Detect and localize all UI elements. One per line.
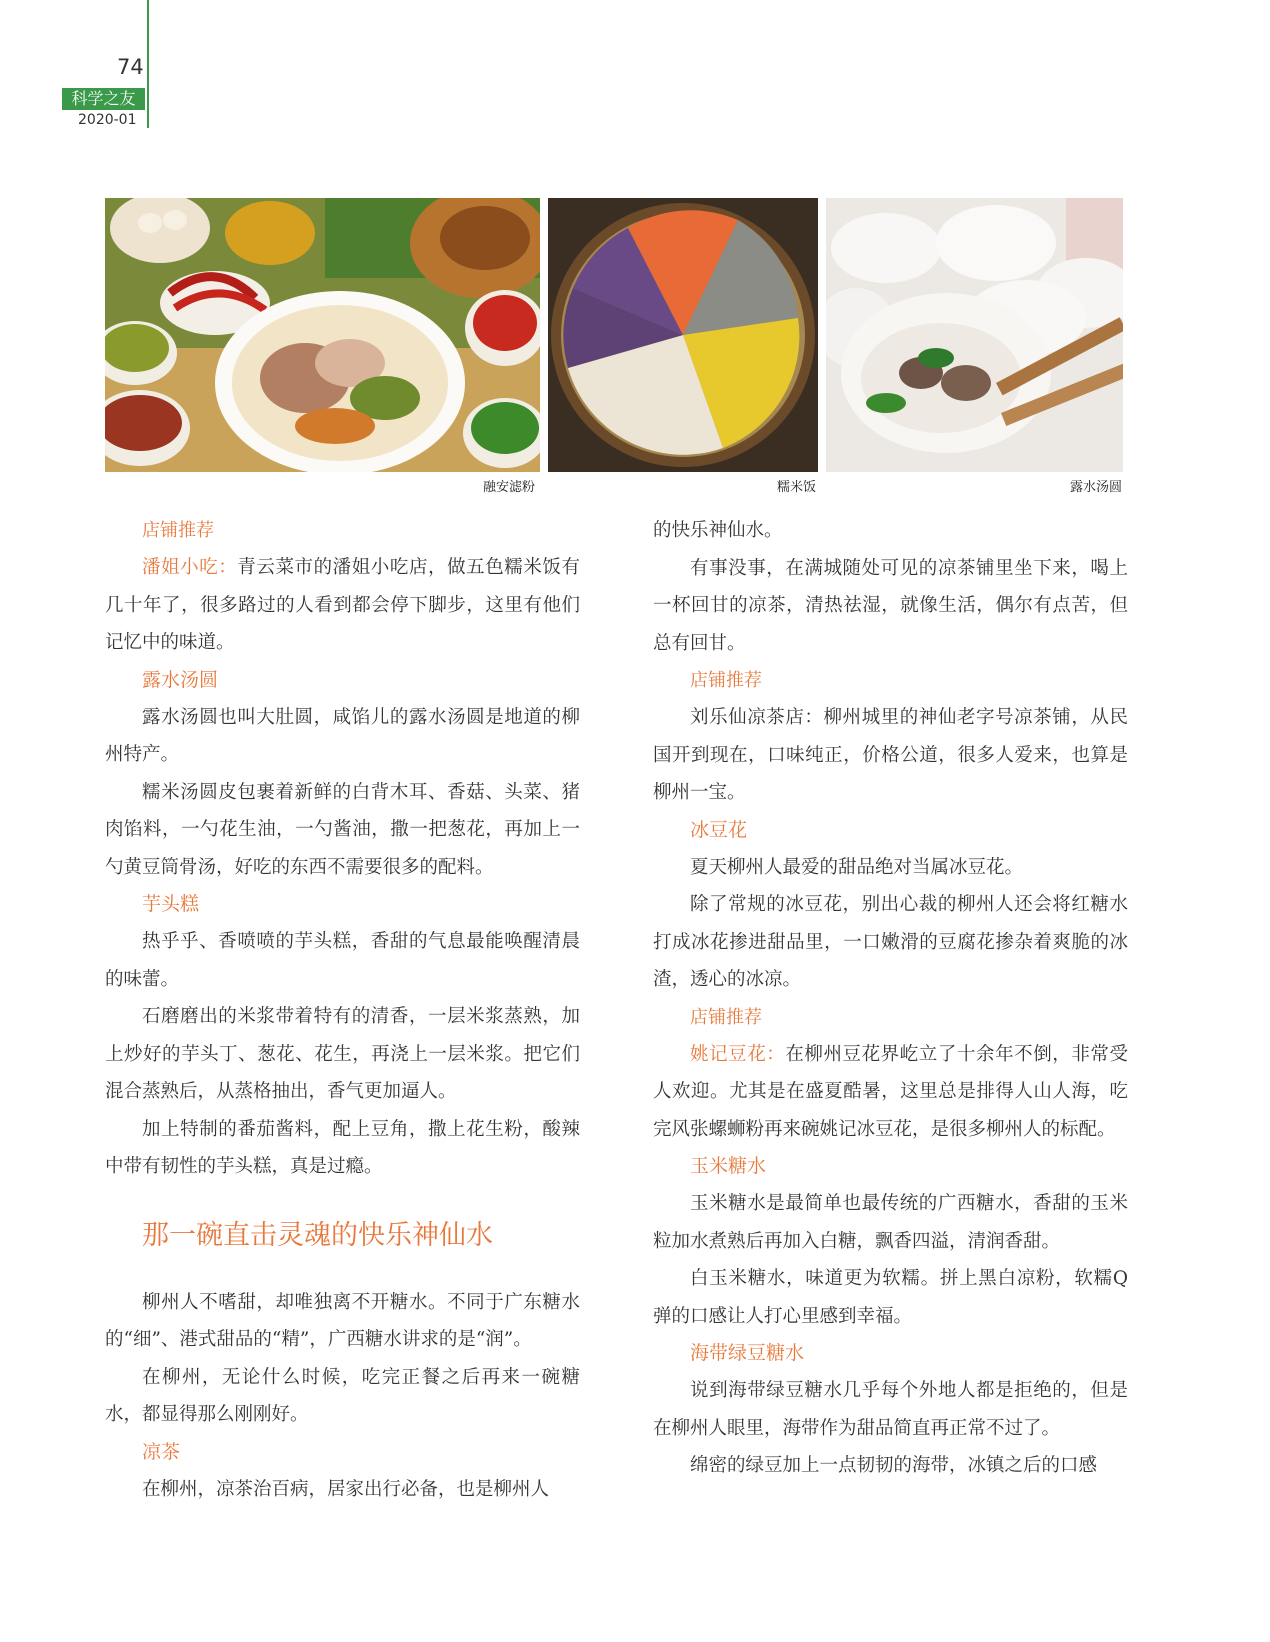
page-number: 74 — [117, 55, 144, 79]
issue-date: 2020-01 — [78, 112, 137, 128]
paragraph: 刘乐仙凉茶店：柳州城里的神仙老字号凉茶铺，从民国开到现在，口味纯正，价格公道，很多人爱来，也算是柳州一宝。 — [653, 707, 1128, 803]
paragraph: 在柳州，凉茶治百病，居家出行必备，也是柳州人 — [142, 1478, 550, 1500]
caption-glutinous-rice: 糯米饭 — [777, 480, 817, 495]
paragraph: 除了常规的冰豆花，别出心裁的柳州人还会将红糖水打成冰花掺进甜品里，一口嫩滑的豆腐花掺杂着爽脆的冰渣，透心的冰凉。 — [653, 894, 1128, 990]
paragraph: 有事没事，在满城随处可见的凉茶铺里坐下来，喝上一杯回甘的凉茶，清热祛湿，就像生活，偶尔有点苦，但总有回甘。 — [653, 557, 1128, 654]
right-column — [653, 512, 1128, 1485]
paragraph: 潘姐小吃：青云菜市的潘姐小吃店，做五色糯米饭有几十年了，很多路过的人看到都会停下脚步，这里有他们记忆中的味道。 — [105, 557, 580, 653]
left-column — [105, 512, 580, 1508]
paragraph: 夏天柳州人最爱的甜品绝对当属冰豆花。 — [690, 856, 1024, 878]
paragraph: 绵密的绿豆加上一点韧韧的海带，冰镇之后的口感 — [690, 1455, 1098, 1476]
store-name: 潘姐小吃： — [142, 557, 238, 578]
subheading-haidai: 海带绿豆糖水 — [690, 1342, 805, 1364]
store-recommend-heading: 店铺推荐 — [690, 670, 762, 691]
paragraph: 姚记豆花：在柳州豆花界屹立了十余年不倒，非常受人欢迎。尤其是在盛夏酷暑，这里总是排得人山人海，吃完风张螺蛳粉再来碗姚记冰豆花，是很多柳州人的标配。 — [653, 1043, 1128, 1140]
section-title: 那一碗直击灵魂的快乐神仙水 — [142, 1219, 493, 1251]
paragraph: 露水汤圆也叫大肚圆，咸馅儿的露水汤圆是地道的柳州特产。 — [105, 706, 580, 765]
paragraph: 加上特制的番茄酱料，配上豆角，撒上花生粉，酸辣中带有韧性的芋头糕，真是过瘾。 — [105, 1118, 580, 1177]
caption-lushui-tangyuan: 露水汤圆 — [1070, 480, 1123, 495]
paragraph: 在柳州，无论什么时候，吃完正餐之后再来一碗糖水，都显得那么刚刚好。 — [105, 1366, 580, 1425]
subheading-bingdouhua: 冰豆花 — [690, 818, 748, 841]
paragraph: 的快乐神仙水。 — [653, 520, 783, 541]
paragraph: 糯米汤圆皮包裹着新鲜的白背木耳、香菇、头菜、猪肉馅料，一勺花生油，一勺酱油，撒一把葱花，再加上一勺黄豆筒骨汤，好吃的东西不需要很多的配料。 — [105, 781, 580, 878]
paragraph: 热乎乎、香喷喷的芋头糕，香甜的气息最能唤醒清晨的味蕾。 — [105, 931, 580, 990]
subheading-yutougao: 芋头糕 — [142, 893, 200, 915]
store-recommend-heading: 店铺推荐 — [690, 1006, 762, 1028]
photo-glutinous-rice — [548, 198, 818, 472]
paragraph: 白玉米糖水，味道更为软糯。拼上黑白凉粉，软糯Q弹的口感让人打心里感到幸福。 — [653, 1268, 1128, 1327]
subheading-yumi: 玉米糖水 — [690, 1155, 767, 1177]
photo-rongan-lvfen — [105, 198, 540, 472]
paragraph: 说到海带绿豆糖水几乎每个外地人都是拒绝的，但是在柳州人眼里，海带作为甜品简直再正常不过了。 — [653, 1380, 1128, 1439]
photo-lushui-tangyuan — [826, 198, 1123, 472]
subheading-liangcha: 凉茶 — [142, 1440, 181, 1463]
subheading-tangyuan: 露水汤圆 — [142, 668, 219, 691]
caption-rongan-lvfen: 融安滤粉 — [483, 480, 536, 495]
magazine-label: 科学之友 — [62, 88, 145, 110]
paragraph: 柳州人不嗜甜，却唯独离不开糖水。不同于广东糖水的“细”、港式甜品的“精”，广西糖水讲求的是“润”。 — [105, 1291, 580, 1350]
store-recommend-heading: 店铺推荐 — [142, 520, 214, 541]
header-divider — [147, 0, 149, 128]
store-name: 姚记豆花： — [690, 1043, 786, 1065]
paragraph: 玉米糖水是最简单也最传统的广西糖水，香甜的玉米粒加水煮熟后再加入白糖，飘香四溢，清润香甜。 — [653, 1193, 1128, 1252]
paragraph: 石磨磨出的米浆带着特有的清香，一层米浆蒸熟，加上炒好的芋头丁、葱花、花生，再浇上一层米浆。把它们混合蒸熟后，从蒸格抽出，香气更加逼人。 — [105, 1006, 580, 1102]
